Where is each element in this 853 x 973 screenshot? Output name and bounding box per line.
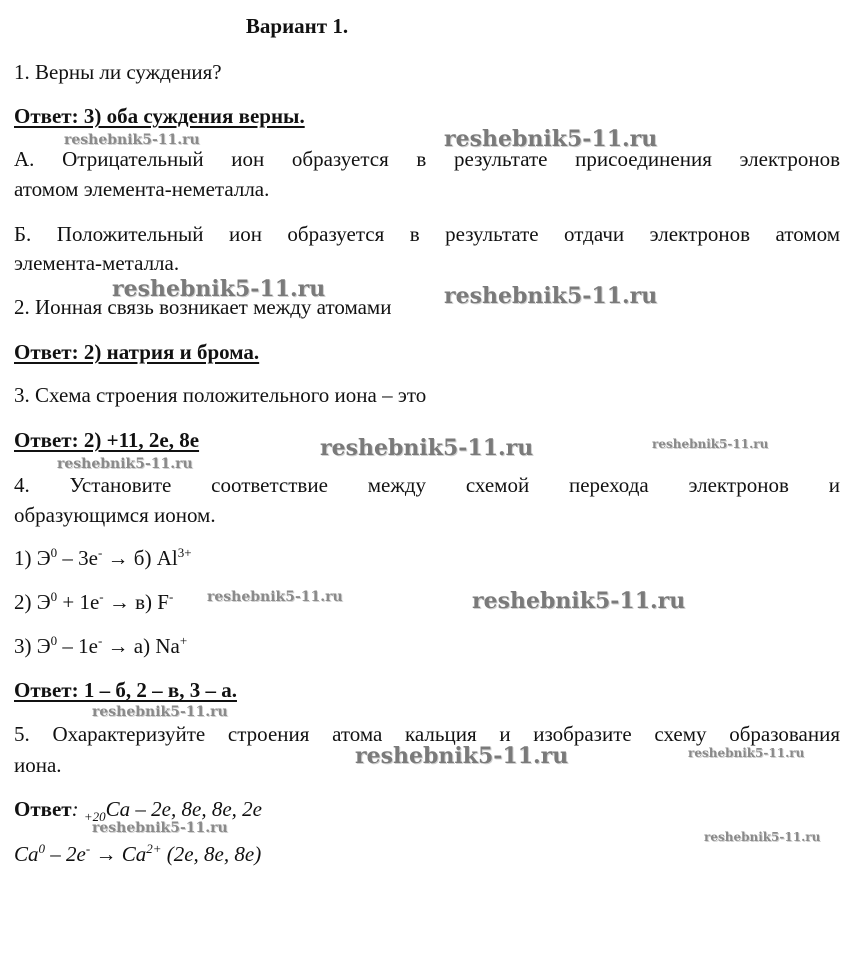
q1-answer: Ответ: 3) оба суждения верны.: [14, 104, 305, 128]
q1-question: 1. Верны ли суждения?: [14, 60, 222, 84]
q5-question-line1: 5. Охарактеризуйте строения атома кальция и изобразите схему образования: [14, 722, 840, 746]
watermark: reshebnik5-11.ru: [355, 743, 569, 769]
q4-question-line2: образующимся ионом.: [14, 503, 216, 527]
q3-question: 3. Схема строения положительного иона – это: [14, 383, 427, 407]
q4-answer: Ответ: 1 – б, 2 – в, 3 – а.: [14, 678, 237, 702]
watermark: reshebnik5-11.ru: [704, 830, 821, 844]
q3-answer: Ответ: 2) +11, 2e, 8e: [14, 428, 200, 452]
watermark: reshebnik5-11.ru: [57, 456, 193, 472]
watermark: reshebnik5-11.ru: [207, 589, 343, 605]
q1-statement-a-line1: А. Отрицательный ион образуется в результате присоединения электронов: [14, 147, 840, 171]
q2-question: 2. Ионная связь возникает между атомами: [14, 295, 392, 319]
page-title: Вариант 1.: [245, 14, 349, 38]
q1-statement-b-line1: Б. Положительный ион образуется в результате отдачи электронов атомом: [14, 222, 840, 246]
q4-question-line1: 4. Установите соответствие между схемой перехода электронов и: [14, 473, 840, 497]
q4-item-3: 3) $Э^0 - 1e^- \to а$) Na+: [14, 633, 188, 658]
q5-answer-label: Ответ: [14, 797, 72, 821]
q5-answer-config: Ответ: $_{+20}$Ca – 2e, 8e, 8e, 2e: [14, 797, 262, 825]
watermark: reshebnik5-11.ru: [444, 126, 658, 152]
q4-item-1: 1) $Э^0 - 3e^- \to б$) $Al^{3+}$: [14, 545, 192, 570]
watermark: reshebnik5-11.ru: [444, 283, 658, 309]
q5-answer-equation: $Ca^0 - 2e^- \to Ca^{2+}$ (2e, 8e, 8e): [14, 841, 262, 866]
watermark: reshebnik5-11.ru: [320, 435, 534, 461]
watermark: reshebnik5-11.ru: [688, 746, 805, 760]
q1-statement-a-line2: атомом элемента-неметалла.: [14, 177, 270, 201]
q2-answer: Ответ: 2) натрия и брома.: [14, 340, 260, 364]
q1-statement-b-line2: элемента-металла.: [14, 251, 180, 275]
watermark: reshebnik5-11.ru: [472, 588, 686, 614]
watermark: reshebnik5-11.ru: [652, 437, 769, 451]
watermark: reshebnik5-11.ru: [92, 820, 228, 836]
watermark: reshebnik5-11.ru: [92, 704, 228, 720]
watermark: reshebnik5-11.ru: [64, 132, 200, 148]
q4-item-2: 2) $Э^0 + 1e^- \to в$) F-: [14, 589, 174, 614]
q5-question-line2: иона.: [14, 753, 62, 777]
watermark: reshebnik5-11.ru: [112, 276, 326, 302]
